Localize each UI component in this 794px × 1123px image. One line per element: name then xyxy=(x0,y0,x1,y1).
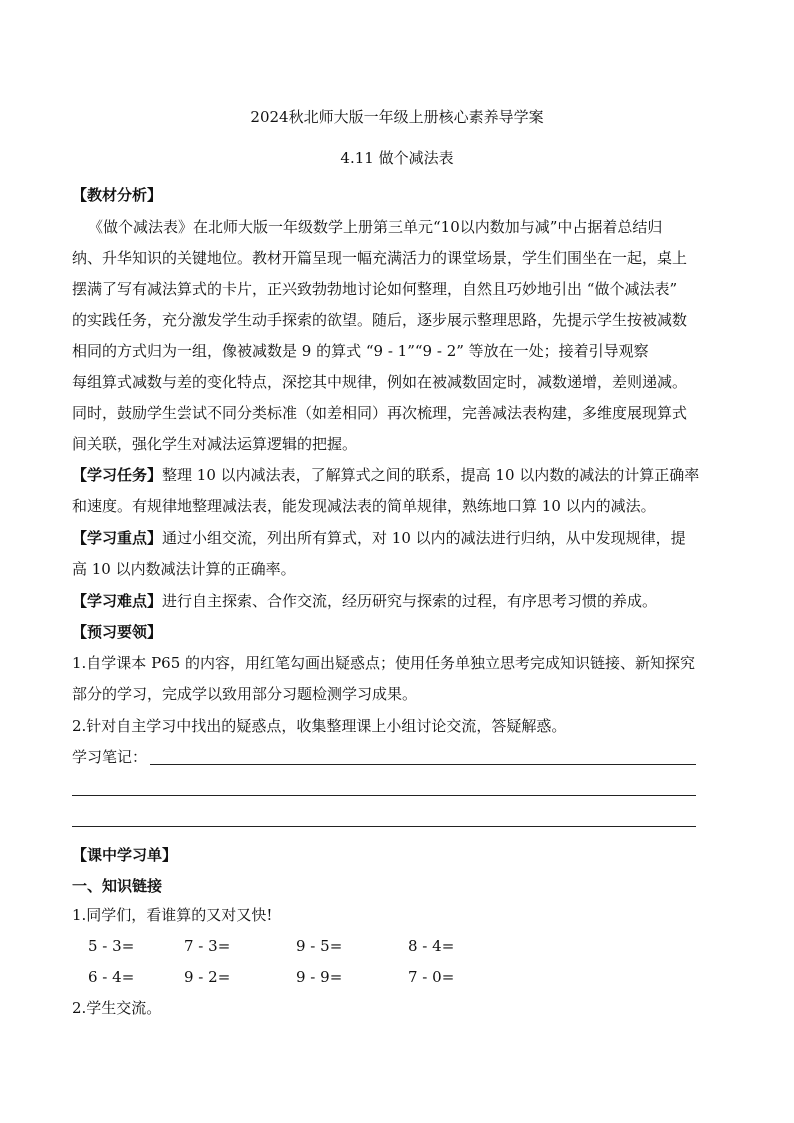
analysis-line: 摆满了写有减法算式的卡片，正兴致勃勃地讨论如何整理，自然且巧妙地引出 “做个减法表” xyxy=(72,280,678,298)
calc-item: 5 - 3= xyxy=(88,937,135,955)
analysis-line: 的实践任务，充分激发学生动手探索的欲望。随后，逐步展示整理思路，先提示学生按被减数 xyxy=(72,311,688,329)
calc-item: 9 - 2= xyxy=(184,968,231,986)
analysis-heading: 【教材分析】 xyxy=(72,186,163,204)
task-text-cont: 和速度。有规律地整理减法表，能发现减法表的简单规律，熟练地口算 10 以内的减法。 xyxy=(72,497,656,515)
notes-label: 学习笔记： xyxy=(72,748,148,766)
difficulty-heading: 【学习难点】 xyxy=(72,592,163,610)
document-subtitle: 4.11 做个减法表 xyxy=(340,149,454,167)
analysis-line: 相同的方式归为一组，像被减数是 9 的算式 “9 - 1”“9 - 2” 等放在一处；接着引导观察 xyxy=(72,342,649,360)
question-2: 2.学生交流。 xyxy=(72,999,162,1017)
focus-paragraph xyxy=(72,529,722,547)
task-paragraph xyxy=(72,466,722,484)
preview-item-1-cont: 部分的学习，完成学以致用部分习题检测学习成果。 xyxy=(72,685,418,703)
task-text: 整理 10 以内减法表，了解算式之间的联系，提高 10 以内数的减法的计算正确率 xyxy=(162,466,700,484)
calc-item: 9 - 5= xyxy=(296,937,343,955)
difficulty-text: 进行自主探索、合作交流，经历研究与探索的过程，有序思考习惯的养成。 xyxy=(162,592,658,610)
notes-line[interactable] xyxy=(150,764,696,765)
notes-line[interactable] xyxy=(72,795,696,796)
calc-item: 8 - 4= xyxy=(408,937,455,955)
analysis-line: 间关联，强化学生对减法运算逻辑的把握。 xyxy=(72,435,358,453)
analysis-line: 每组算式减数与差的变化特点，深挖其中规律，例如在被减数固定时，减数递增，差则递减。 xyxy=(72,373,688,391)
analysis-line: 纳、升华知识的关键地位。教材开篇呈现一幅充满活力的课堂场景，学生们围坐在一起，桌上 xyxy=(72,249,688,267)
document-title: 2024秋北师大版一年级上册核心素养导学案 xyxy=(250,108,544,126)
focus-text: 通过小组交流，列出所有算式，对 10 以内的减法进行归纳，从中发现规律，提 xyxy=(162,529,686,547)
classwork-heading: 【课中学习单】 xyxy=(72,846,178,864)
difficulty-paragraph xyxy=(72,592,722,610)
section-knowledge-link: 一、知识链接 xyxy=(72,877,163,895)
calc-item: 7 - 0= xyxy=(408,968,455,986)
analysis-line: 同时，鼓励学生尝试不同分类标准（如差相同）再次梳理，完善减法表构建，多维度展现算式 xyxy=(72,404,688,422)
calc-item: 6 - 4= xyxy=(88,968,135,986)
calc-item: 9 - 9= xyxy=(296,968,343,986)
focus-heading: 【学习重点】 xyxy=(72,529,163,547)
preview-item-1: 1.自学课本 P65 的内容，用红笔勾画出疑惑点；使用任务单独立思考完成知识链接、新知探究 xyxy=(72,654,696,672)
calc-item: 7 - 3= xyxy=(184,937,231,955)
task-heading: 【学习任务】 xyxy=(72,466,163,484)
focus-text-cont: 高 10 以内数减法计算的正确率。 xyxy=(72,560,296,578)
notes-line[interactable] xyxy=(72,826,696,827)
preview-heading: 【预习要领】 xyxy=(72,623,163,641)
preview-item-2: 2.针对自主学习中找出的疑惑点，收集整理课上小组讨论交流，答疑解惑。 xyxy=(72,717,567,735)
question-1: 1.同学们，看谁算的又对又快! xyxy=(72,906,273,924)
analysis-line: 《做个减法表》在北师大版一年级数学上册第三单元“10以内数加与减”中占据着总结归 xyxy=(88,218,663,236)
